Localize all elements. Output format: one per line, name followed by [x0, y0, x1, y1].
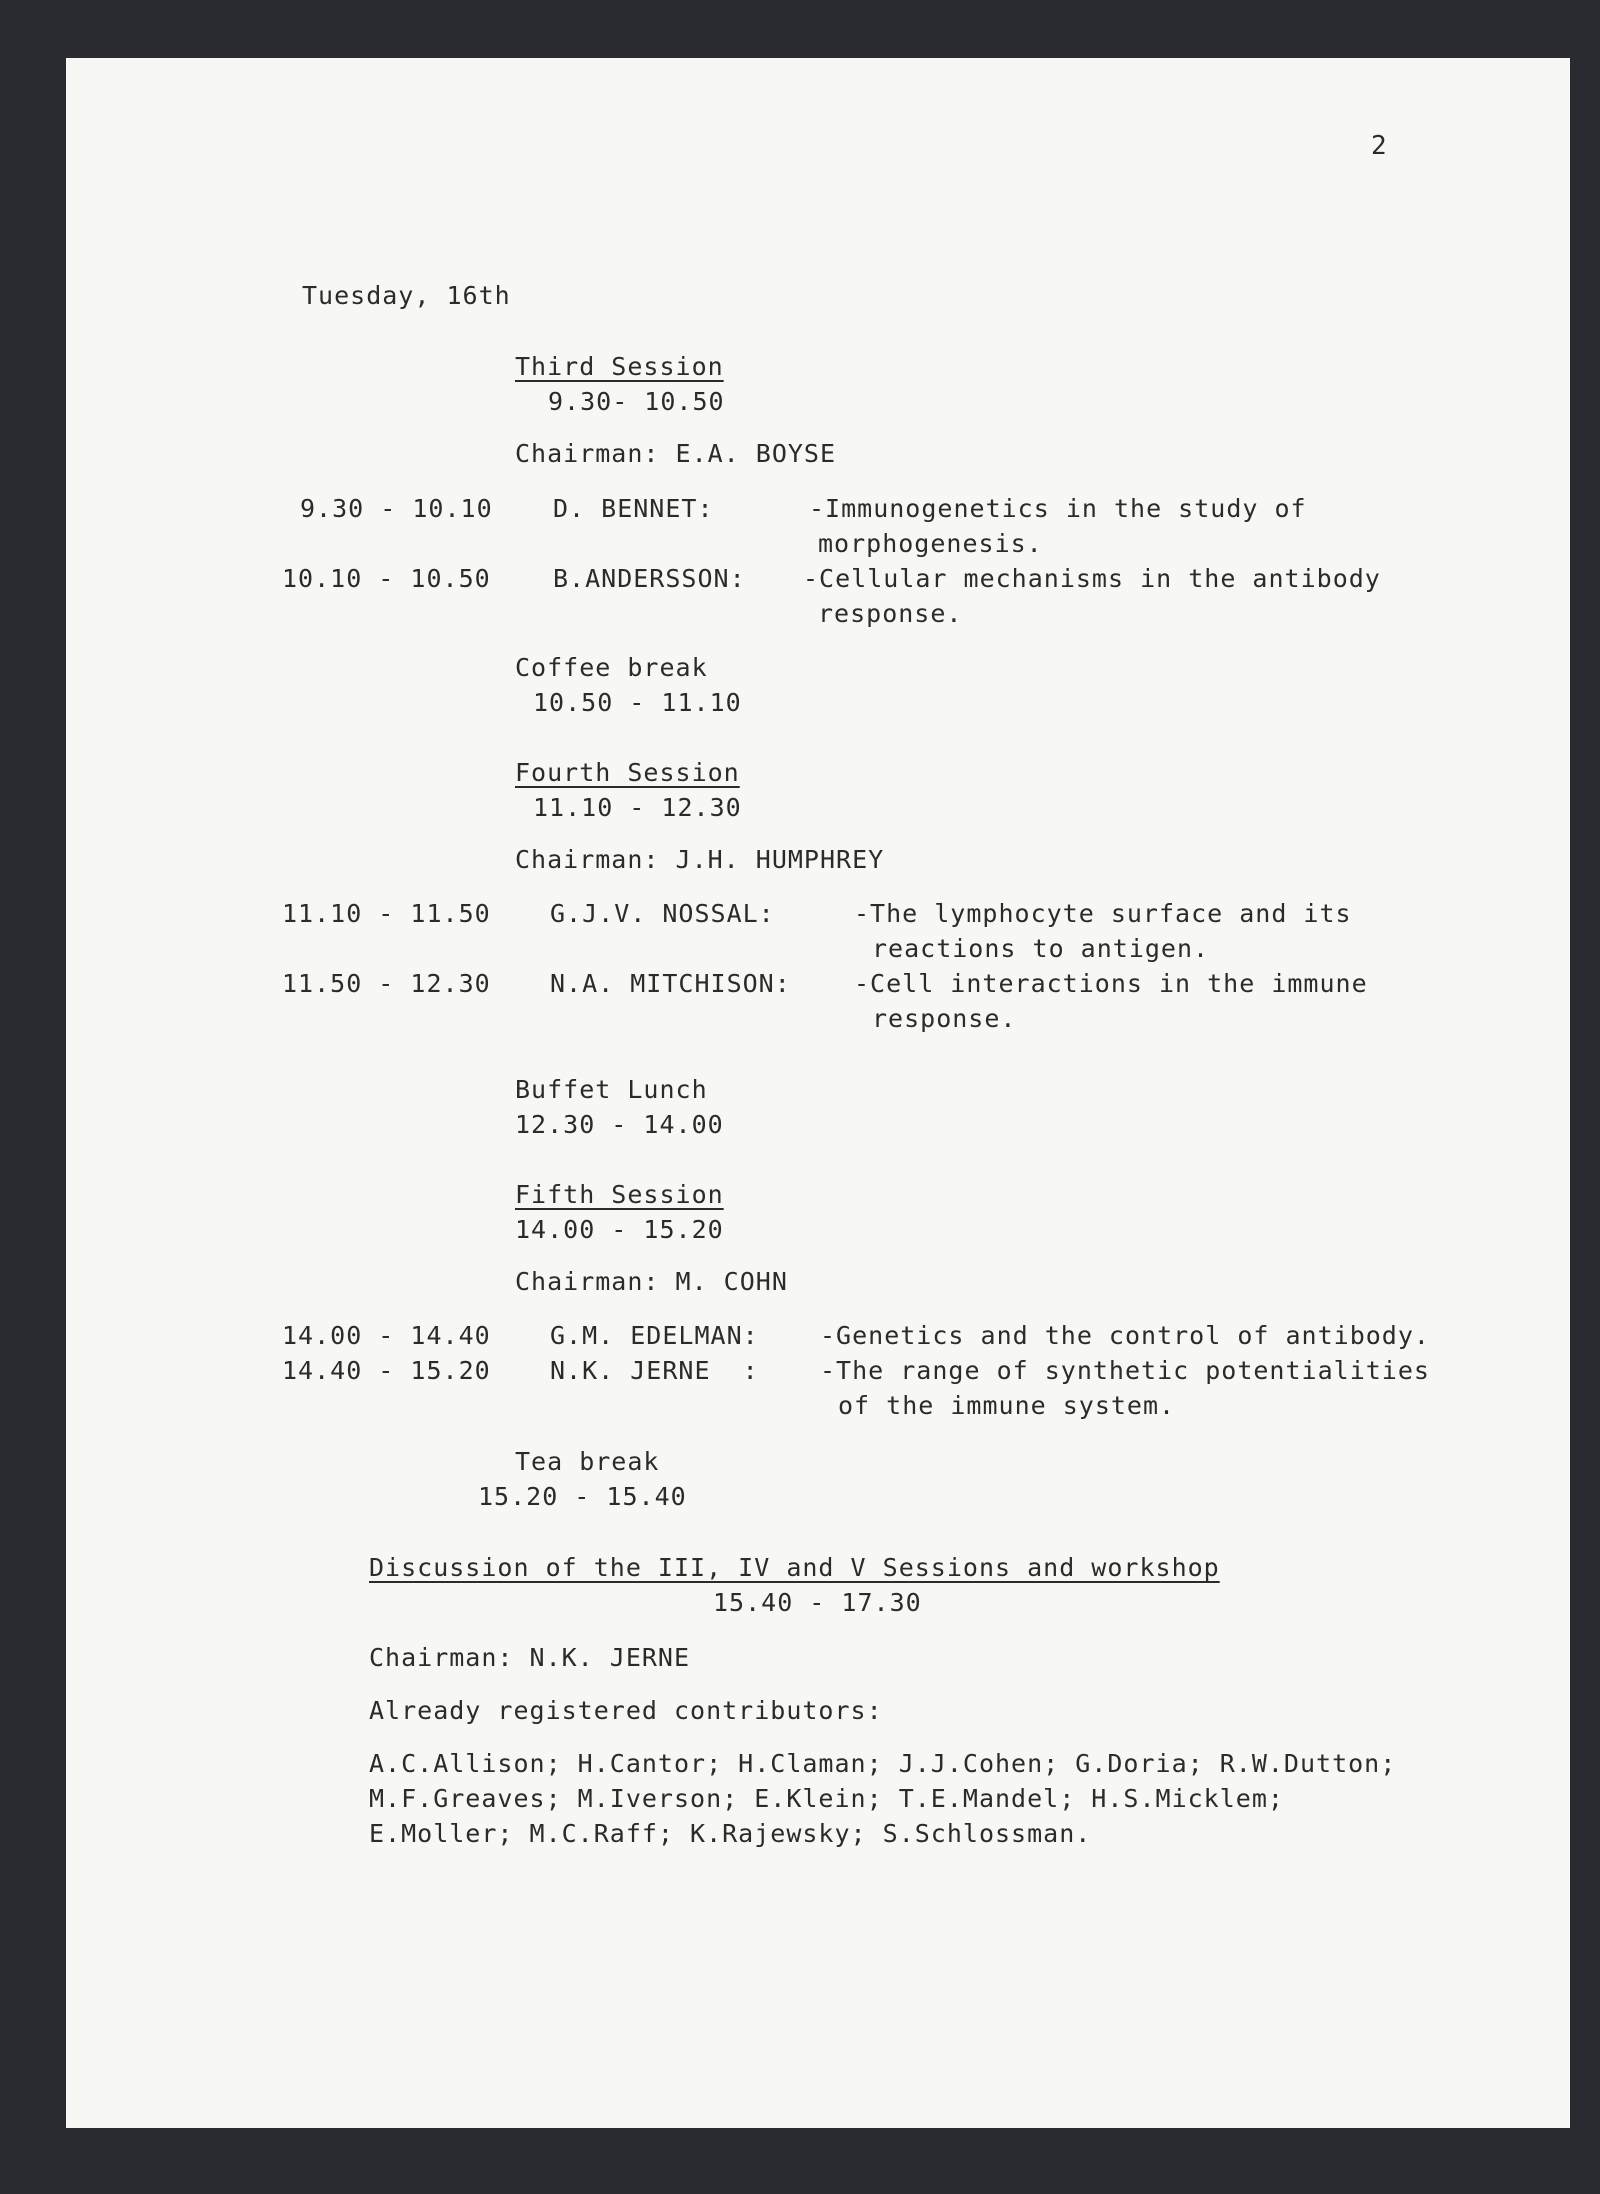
talk-topic-cont: morphogenesis. — [818, 529, 1043, 558]
talk-topic: -The lymphocyte surface and its — [854, 899, 1352, 928]
tea-break-label: Tea break — [515, 1447, 660, 1476]
talk-speaker: N.K. JERNE : — [550, 1356, 759, 1385]
talk-topic-cont: response. — [818, 599, 963, 628]
talk-speaker: B.ANDERSSON: — [553, 564, 746, 593]
talk-speaker: G.J.V. NOSSAL: — [550, 899, 775, 928]
lunch-time: 12.30 - 14.00 — [515, 1110, 724, 1139]
page-number: 2 — [1371, 131, 1388, 161]
coffee-break-label: Coffee break — [515, 653, 708, 682]
discussion-time: 15.40 - 17.30 — [713, 1588, 922, 1617]
discussion-title: Discussion of the III, IV and V Sessions and workshop — [369, 1553, 1220, 1582]
fifth-session-chair: Chairman: M. COHN — [515, 1267, 788, 1296]
fourth-session-title: Fourth Session — [515, 758, 740, 787]
talk-speaker: D. BENNET: — [553, 494, 714, 523]
contributors-line: E.Moller; M.C.Raff; K.Rajewsky; S.Schlossman. — [369, 1819, 1092, 1848]
talk-topic-cont: response. — [872, 1004, 1017, 1033]
talk-topic: -The range of synthetic potentialities — [820, 1356, 1430, 1385]
contributors-line: M.F.Greaves; M.Iverson; E.Klein; T.E.Mandel; H.S.Micklem; — [369, 1784, 1284, 1813]
coffee-break-time: 10.50 - 11.10 — [533, 688, 742, 717]
tea-break-time: 15.20 - 15.40 — [478, 1482, 687, 1511]
talk-time: 14.00 - 14.40 — [282, 1321, 491, 1350]
lunch-label: Buffet Lunch — [515, 1075, 708, 1104]
contributors-line: A.C.Allison; H.Cantor; H.Claman; J.J.Cohen; G.Doria; R.W.Dutton; — [369, 1749, 1397, 1778]
third-session-time: 9.30- 10.50 — [548, 387, 725, 416]
fifth-session-title: Fifth Session — [515, 1180, 724, 1209]
talk-topic: -Cellular mechanisms in the antibody — [803, 564, 1381, 593]
third-session-title: Third Session — [515, 352, 724, 381]
fourth-session-time: 11.10 - 12.30 — [533, 793, 742, 822]
day-heading: Tuesday, 16th — [302, 281, 511, 310]
talk-time: 14.40 - 15.20 — [282, 1356, 491, 1385]
fourth-session-chair: Chairman: J.H. HUMPHREY — [515, 845, 885, 874]
fifth-session-time: 14.00 - 15.20 — [515, 1215, 724, 1244]
talk-time: 10.10 - 10.50 — [282, 564, 491, 593]
talk-topic: -Genetics and the control of antibody. — [820, 1321, 1430, 1350]
talk-time: 9.30 - 10.10 — [300, 494, 493, 523]
discussion-chair: Chairman: N.K. JERNE — [369, 1643, 691, 1672]
document-page — [66, 58, 1570, 2128]
talk-topic: -Cell interactions in the immune — [854, 969, 1368, 998]
third-session-chair: Chairman: E.A. BOYSE — [515, 439, 837, 468]
talk-topic: -Immunogenetics in the study of — [809, 494, 1307, 523]
talk-time: 11.50 - 12.30 — [282, 969, 491, 998]
talk-time: 11.10 - 11.50 — [282, 899, 491, 928]
talk-speaker: N.A. MITCHISON: — [550, 969, 791, 998]
talk-speaker: G.M. EDELMAN: — [550, 1321, 759, 1350]
contributors-label: Already registered contributors: — [369, 1696, 883, 1725]
talk-topic-cont: of the immune system. — [838, 1391, 1176, 1420]
talk-topic-cont: reactions to antigen. — [872, 934, 1210, 963]
